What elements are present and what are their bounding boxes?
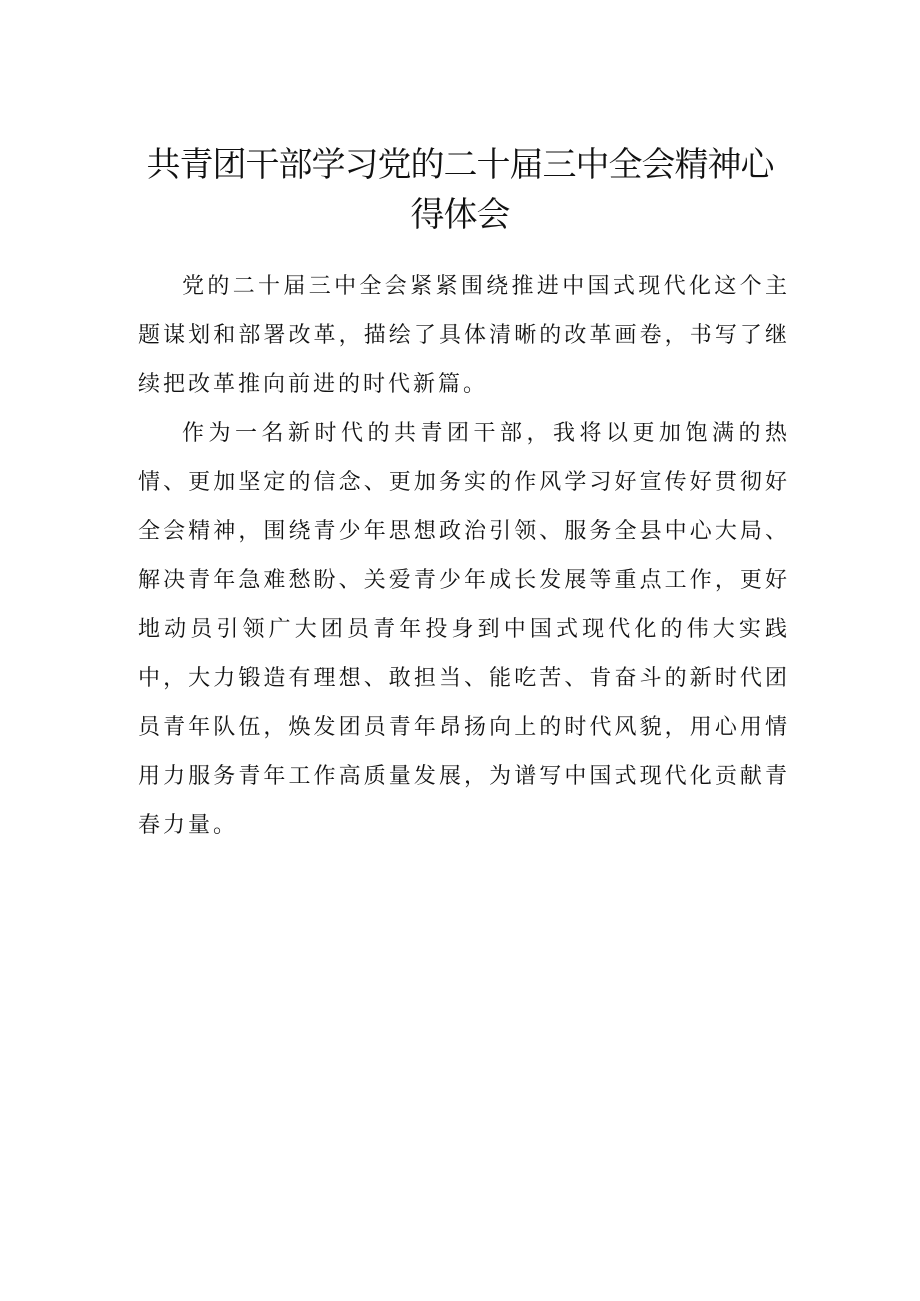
document-body (138, 262, 790, 850)
document-title (135, 140, 785, 240)
body-paragraph-2: 作为一名新时代的共青团干部，我将以更加饱满的热情、更加坚定的信念、更加务实的作风学习好宣传好贯彻好全会精神，围绕青少年思想政治引领、服务全县中心大局、解决青年急难愁盼、关爱青少年成长发展等重点工作，更好地动员引领广大团员青年投身到中国式现代化的伟大实践中，大力锻造有理想、敢担当、能吃苦、肯奋斗的新时代团员青年队伍，焕发团员青年昂扬向上的时代风貌，用心用情用力服务青年工作高质量发展，为谱写中国式现代化贡献青春力量。 (138, 421, 790, 838)
document-title-line-2: 得体会 (410, 195, 510, 235)
document-title-line-1: 共青团干部学习党的二十届三中全会精神心 (146, 145, 774, 185)
body-paragraph-1: 党的二十届三中全会紧紧围绕推进中国式现代化这个主题谋划和部署改革，描绘了具体清晰的改革画卷，书写了继续把改革推向前进的时代新篇。 (138, 274, 790, 397)
